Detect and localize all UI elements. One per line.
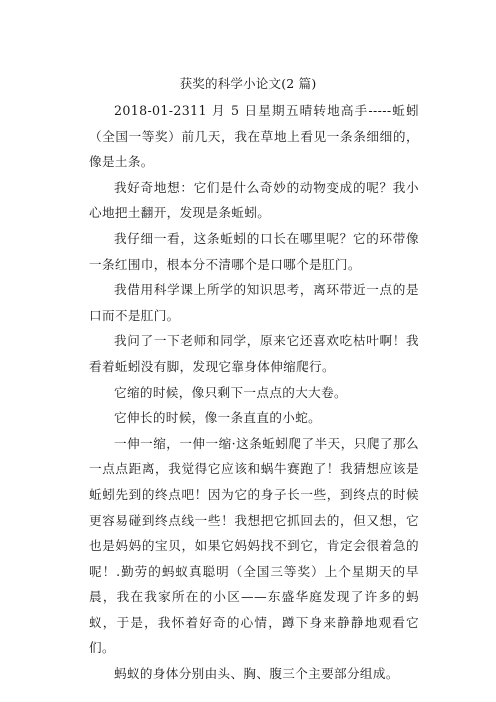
document-title: 获奖的科学小论文(2 篇) — [179, 76, 317, 91]
paragraph: 蚂蚁的身体分别由头、胸、腹三个主要部分组成。 — [114, 666, 399, 682]
paragraph: 我仔细一看，这条蚯蚓的口长在哪里呢？它的环带像一条红围巾，根本分不清哪个是口哪个是肛门。 — [89, 230, 419, 272]
paragraph: 我借用科学课上所学的知识思考，离环带近一点的是口而不是肛门。 — [89, 282, 419, 323]
paragraph: 我问了一下老师和同学，原来它还喜欢吃枯叶啊！我看着蚯蚓没有脚，发现它靠身体伸缩爬行。 — [89, 333, 419, 374]
paragraph: 2018-01-2311 月 5 日星期五晴转地高手-----蚯蚓（全国一等奖）前几天，我在草地上看见一条条细细的，像是土条。 — [89, 103, 419, 170]
paragraph: 我好奇地想：它们是什么奇妙的动物变成的呢？我小心地把土翻开，发现是条蚯蚓。 — [89, 179, 419, 221]
paragraph: 它伸长的时候，像一条直直的小蛇。 — [114, 410, 322, 426]
paragraph: 一伸一缩，一伸一缩·这条蚯蚓爬了半天，只爬了那么一点点距离，我觉得它应该和蜗牛赛跑了！我猜想应该是蚯蚓先到的终点吧！因为它的身子长一些，到终点的时候更容易碰到终点线一些！我想把它抓回去的，但又想，它也是妈妈的宝贝，如果它妈妈找不到它，肯定会很着急的呢！.勤劳的蚂蚁真聪明（全国三等奖）上个星期天的早晨，我在我家所在的小区——东盛华庭发现了许多的蚂蚁，于是，我怀着好奇的心情，蹲下身来静静地观看它们。 — [89, 435, 419, 656]
paragraph: 它缩的时候，像只剩下一点点的大大卷。 — [114, 384, 347, 400]
document-body — [89, 98, 419, 687]
